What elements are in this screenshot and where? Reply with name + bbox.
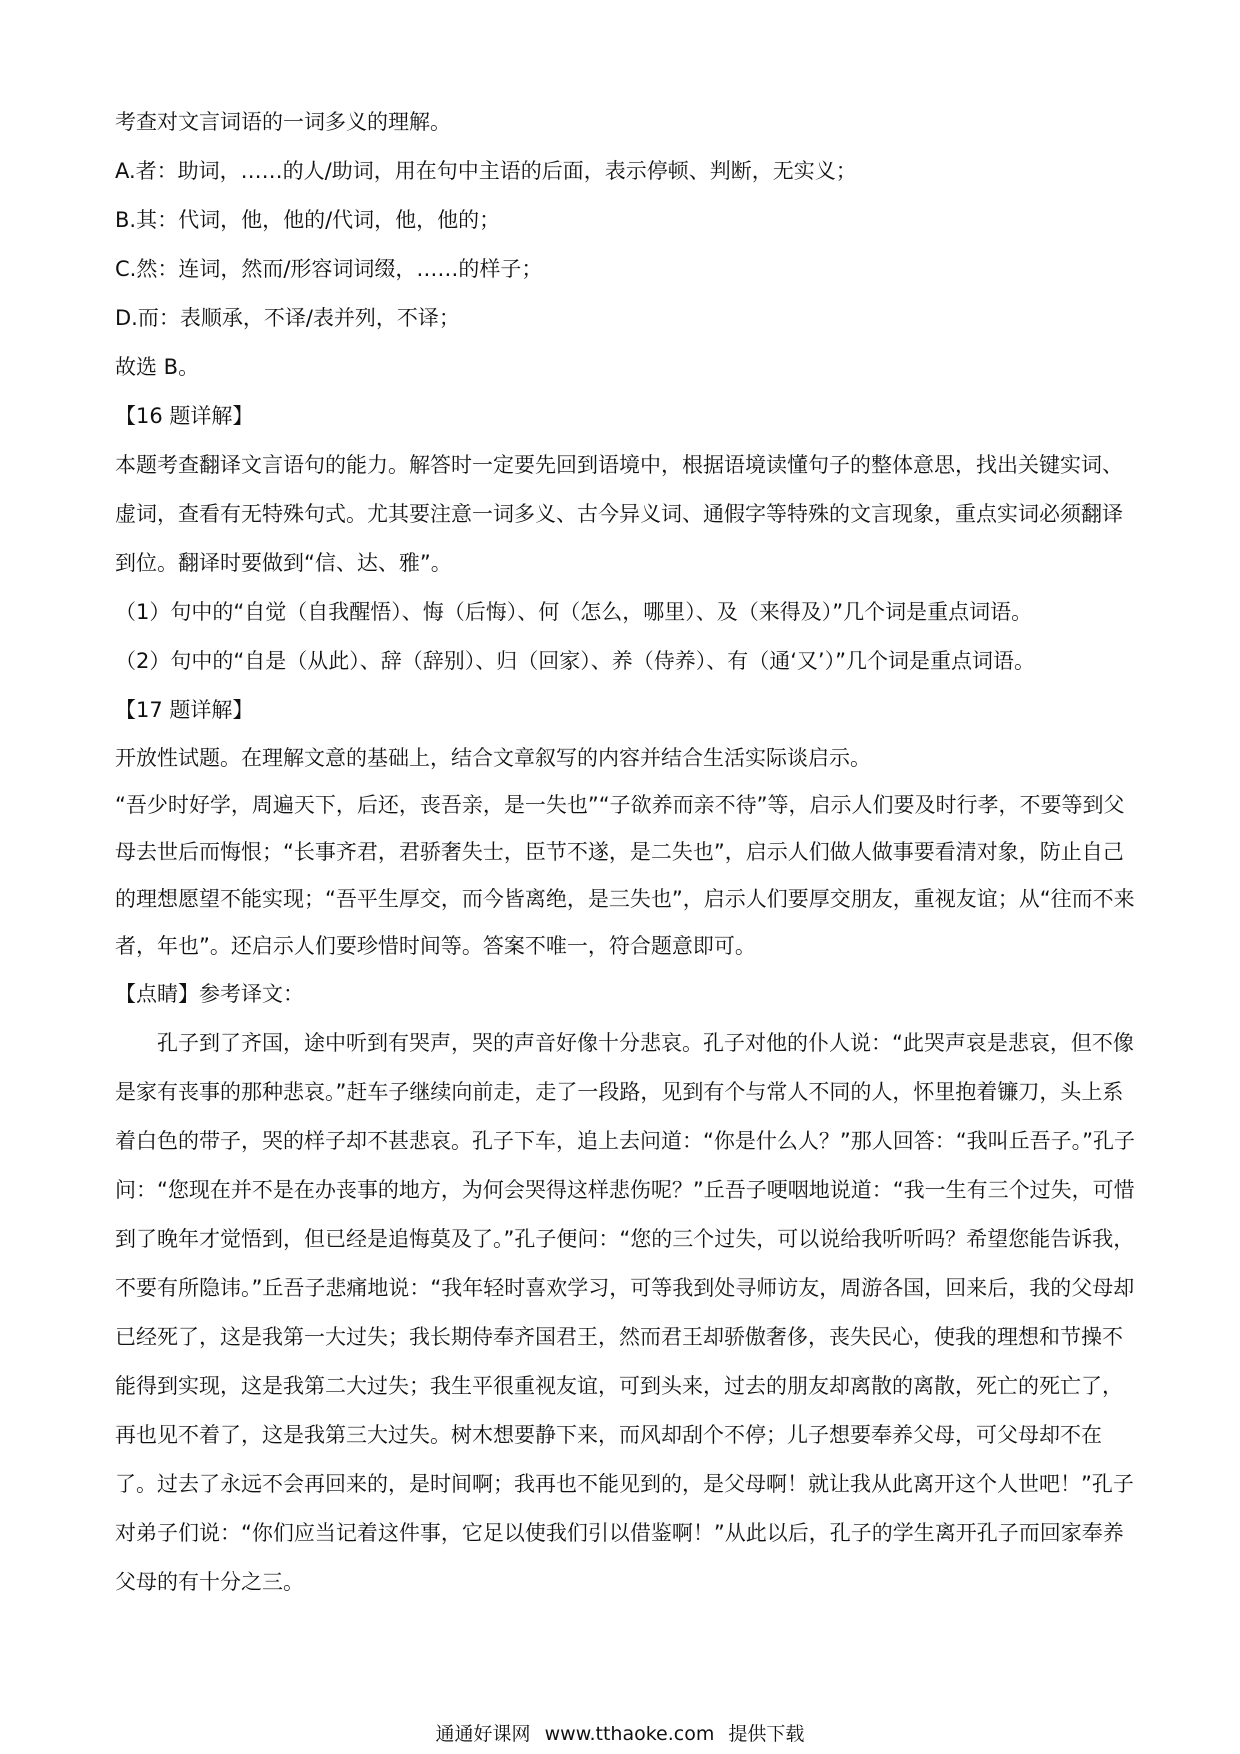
q16-body-text: 本题考查翻译文言语句的能力。解答时一定要先回到语境中，根据语境读懂句子的整体意思，找出关键实词、虚词，查看有无特殊句式。尤其要注意一词多义、古今异义词、通假字等特殊的文言现象，重点实词必须翻译到位。翻译时要做到“信、达、雅”。 (115, 453, 1123, 575)
footer-site-name: 通通好课网 (435, 1723, 531, 1745)
translation-paragraph (115, 1019, 1135, 1607)
option-d: D.而：表顺承，不译/表并列，不译； (115, 306, 460, 330)
dianjing-heading: 【点睛】参考译文： (115, 982, 304, 1006)
footer-note: 提供下载 (728, 1723, 805, 1745)
answer-line: 故选 B。 (115, 355, 200, 379)
option-c: C.然：连词，然而/形容词词缀，……的样子； (115, 257, 543, 281)
q16-body (115, 441, 1135, 588)
option-a: A.者：助词，……的人/助词，用在句中主语的后面，表示停顿、判断，无实义； (115, 159, 857, 183)
q16-item-1: （1）句中的“自觉（自我醒悟）、悔（后悔）、何（怎么，哪里）、及（来得及）”几个词是重点词语。 (115, 600, 1033, 624)
option-b: B.其：代词，他，他的/代词，他，他的； (115, 208, 501, 232)
footer-url[interactable]: www.tthaoke.com (544, 1723, 715, 1745)
q17-intro: 开放性试题。在理解文意的基础上，结合文章叙写的内容并结合生活实际谈启示。 (115, 746, 871, 770)
q17-heading: 【17 题详解】 (115, 698, 254, 722)
translation-text: 孔子到了齐国，途中听到有哭声，哭的声音好像十分悲哀。孔子对他的仆人说：“此哭声哀是悲哀，但不像是家有丧事的那种悲哀。”赶车子继续向前走，走了一段路，见到有个与常人不同的人，怀里抱着镰刀，头上系着白色的带子，哭的样子却不甚悲哀。孔子下车，追上去问道：“你是什么人？”那人回答：“我叫丘吾子。”孔子问：“您现在并不是在办丧事的地方，为何会哭得这样悲伤呢？”丘吾子哽咽地说道：“我一生有三个过失，可惜到了晚年才觉悟到，但已经是追悔莫及了。”孔子便问：“您的三个过失，可以说给我听听吗？希望您能告诉我，不要有所隐讳。”丘吾子悲痛地说：“我年轻时喜欢学习，可等我到处寻师访友，周游各国，回来后，我的父母却已经死了，这是我第一大过失；我长期侍奉齐国君王，然而君王却骄傲奢侈，丧失民心，使我的理想和节操不能得到实现，这是我第二大过失；我生平很重视友谊，可到头来，过去的朋友却离散的离散，死亡的死亡了，再也见不着了，这是我第三大过失。树木想要静下来，而风却刮个不停；儿子想要奉养父母，可父母却不在了。过去了永远不会再回来的，是时间啊；我再也不能见到的，是父母啊！就让我从此离开这个人世吧！”孔子对弟子们说：“你们应当记着这件事，它足以使我们引以借鉴啊！”从此以后，孔子的学生离开孔子而回家奉养父母的有十分之三。 (115, 1031, 1136, 1594)
intro-line: 考查对文言词语的一词多义的理解。 (115, 110, 451, 134)
document-body (115, 98, 1135, 1607)
q17-body (115, 782, 1135, 970)
q17-body-text: “吾少时好学，周遍天下，后还，丧吾亲，是一失也”“子欲养而亲不待”等，启示人们要及时行孝，不要等到父母去世后而悔恨；“长事齐君，君骄奢失士，臣节不遂，是二失也”，启示人们做人做事要看清对象，防止自己的理想愿望不能实现；“吾平生厚交，而今皆离绝，是三失也”，启示人们要厚交朋友，重视友谊；从“往而不来者，年也”。还启示人们要珍惜时间等。答案不唯一，符合题意即可。 (115, 793, 1135, 958)
page-footer (0, 1722, 1240, 1746)
q16-heading: 【16 题详解】 (115, 404, 254, 428)
q16-item-2: （2）句中的“自是（从此）、辞（辞别）、归（回家）、养（侍养）、有（通‘又’）”几个词是重点词语。 (115, 649, 1035, 673)
